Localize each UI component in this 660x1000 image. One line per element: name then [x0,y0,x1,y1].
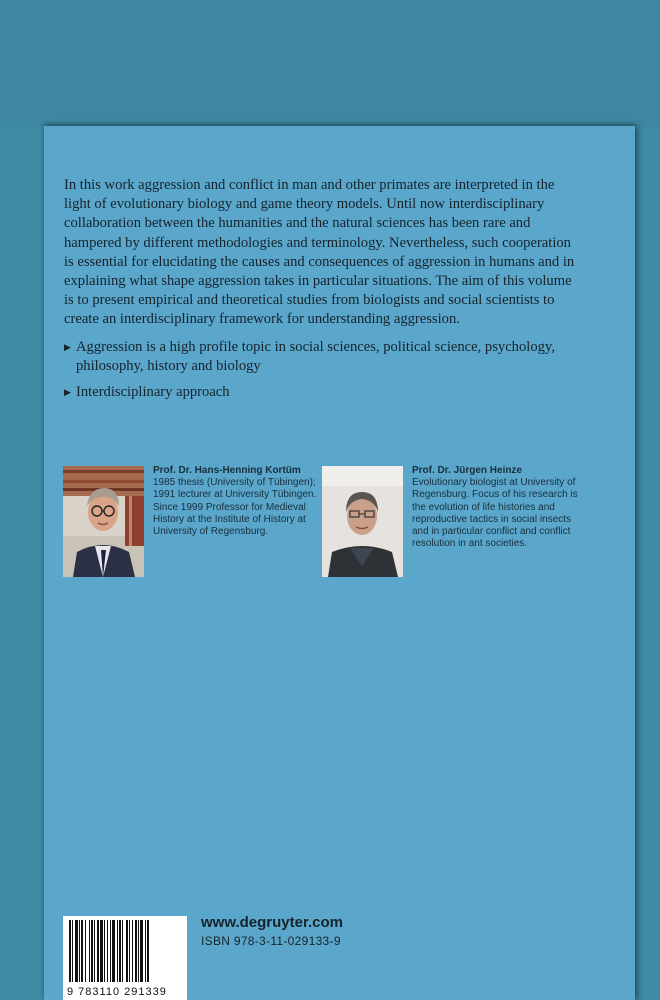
author-description: 1985 thesis (University of Tübingen); 1991 lecturer at University Tübingen. Since 1999 Professor for Medieval History at the Institute of History at University of Regensburg. [153,477,317,538]
cover-top-band [0,0,660,127]
publisher-website: www.degruyter.com [201,914,343,931]
isbn-number: ISBN 978-3-11-029133-9 [201,934,341,948]
author-photo [322,466,403,577]
book-description: In this work aggression and conflict in man and other primates are interpreted in the light of evolutionary biology and game theory models. Until now interdisciplinary collaboration between the humanities and the natural sciences has been rare and hampered by different methodologies and terminology. Nevertheless, such cooperation is essential for elucidating the causes and consequences of aggression in humans and in explaining what shape aggression takes in particular situations. The aim of this volume is to present empirical and theoretical studies from biologists and social scientists to create an interdisciplinary framework for understanding aggression. [64,177,575,328]
feature-item [64,383,584,402]
isbn-barcode [63,916,187,1000]
author-photo [63,466,144,577]
barcode-bars [63,916,187,986]
feature-text: Aggression is a high profile topic in social sciences, political science, psychology, philosophy, history and biology [76,339,555,374]
author-name: Prof. Dr. Jürgen Heinze [412,465,523,476]
feature-text: Interdisciplinary approach [76,384,230,400]
triangle-bullet-icon: ▶ [64,342,71,352]
author-bio [153,465,329,538]
author-name: Prof. Dr. Hans-Henning Kortüm [153,465,301,476]
author-bio [412,465,588,550]
feature-item [64,338,584,376]
author-description: Evolutionary biologist at University of Regensburg. Focus of his research is the evolution of life histories and reproductive tactics in social insects and in particular conflict and conflict resolution in ant societies. [412,477,578,550]
feature-list [64,338,584,409]
barcode-digits: 9 783110 291339 [67,986,167,998]
triangle-bullet-icon: ▶ [64,387,71,397]
